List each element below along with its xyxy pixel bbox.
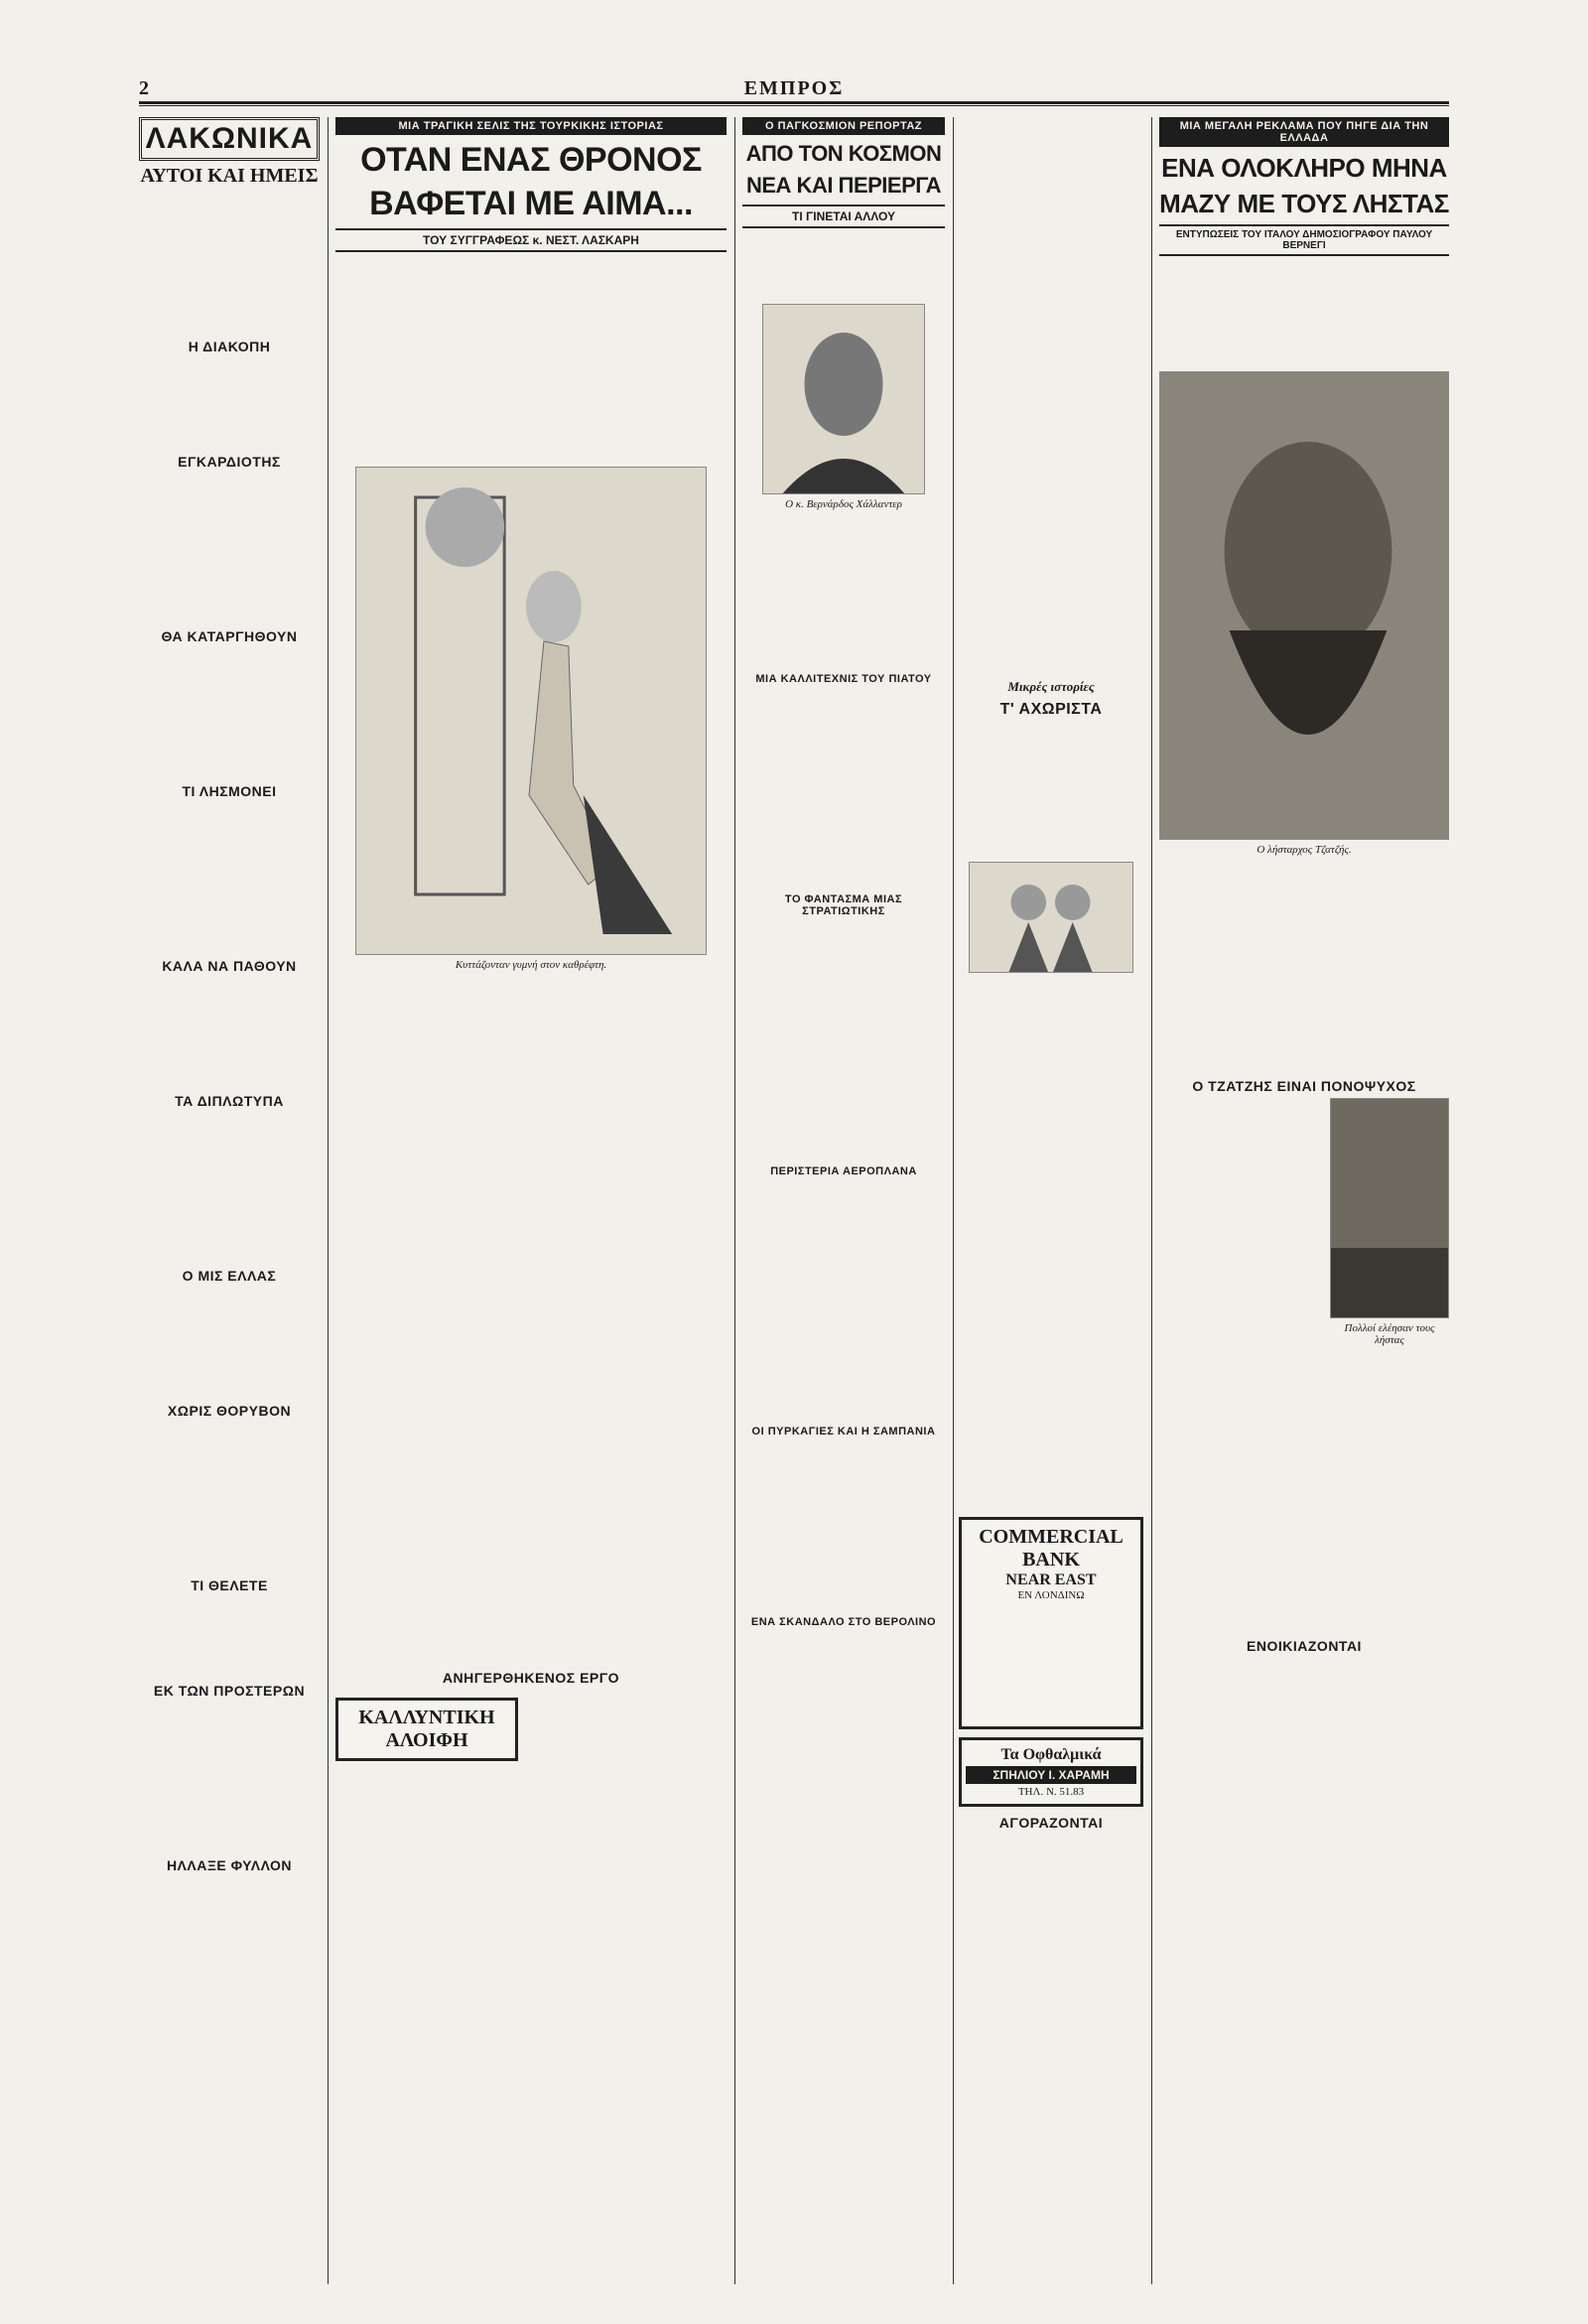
body-text <box>139 194 320 207</box>
illustration-drawing <box>356 468 706 954</box>
text-block <box>139 1703 320 1851</box>
section-heading: ΜΙΑ ΚΑΛΛΙΤΕΧΝΙΣ ΤΟΥ ΠΙΑΤΟΥ <box>755 673 932 685</box>
story-byline: ΤΟΥ ΣΥΓΓΡΑΦΕΩΣ κ. ΝΕΣΤ. ΛΑΣΚΑΡΗ <box>335 228 727 252</box>
bandit-portrait <box>1159 371 1449 840</box>
bank-ad <box>959 1517 1143 1729</box>
column-world-news <box>742 117 945 2284</box>
text-block <box>1159 1098 1322 1336</box>
ad-text <box>966 1601 1136 1720</box>
section-heading: ΑΝΗΓΕΡΘΗΚΕΝΟΣ ΕΡΓΟ <box>442 1670 620 1686</box>
section-heading: ΗΛΛΑΞΕ ΦΥΛΛΟΝ <box>166 1857 293 1873</box>
doctor-name: ΣΠΗΛΙΟΥ Ι. ΧΑΡΑΜΗ <box>966 1766 1136 1784</box>
story-headline-line2: ΒΑΦΕΤΑΙ ΜΕ ΑΙΜΑ... <box>369 185 693 222</box>
column-throne-story <box>335 117 727 2284</box>
story-headline-line2: ΝΕΑ ΚΑΙ ΠΕΡΙΕΡΓΑ <box>746 173 941 198</box>
column-divider <box>328 117 329 2284</box>
ointment-ad <box>335 1698 518 1761</box>
column-divider <box>734 117 735 2284</box>
paper-name: ΕΜΠΡΟΣ <box>743 77 845 99</box>
section-subtitle: ΑΥΤΟΙ ΚΑΙ ΗΜΕΙΣ <box>140 165 319 187</box>
eye-clinic-ad <box>959 1737 1143 1807</box>
portrait-caption: Ο λήσταρχος Τζατζής. <box>1257 844 1352 856</box>
text-block <box>139 1423 320 1572</box>
text-block <box>742 518 945 667</box>
story-headline-line1: ΟΤΑΝ ΕΝΑΣ ΘΡΟΝΟΣ <box>360 141 702 179</box>
text-block <box>139 1113 320 1262</box>
text-block <box>959 973 1143 1509</box>
ad-heading: Τα Οφθαλμικά <box>1000 1746 1102 1763</box>
section-heading: ΤΑ ΔΙΠΛΩΤΥΠΑ <box>175 1093 284 1109</box>
illustration-caption: Κυττάζονταν γυμνή στον καθρέφτη. <box>455 959 607 971</box>
portrait-drawing <box>1160 372 1448 839</box>
bank-region: NEAR EAST <box>1005 1572 1097 1588</box>
text-block <box>335 979 727 1664</box>
column-stories-ads <box>959 117 1143 2284</box>
section-heading: Η ΔΙΑΚΟΠΗ <box>188 339 271 354</box>
text-block <box>139 213 320 333</box>
section-heading: ΠΕΡΙΣΤΕΡΙΑ ΑΕΡΟΠΛΑΝΑ <box>770 1165 917 1177</box>
story-title: Τ' ΑΧΩΡΙΣΤΑ <box>999 701 1103 718</box>
text-block <box>1159 1354 1449 1632</box>
column-bandits-story <box>1159 117 1449 2284</box>
section-heading: ΘΑ ΚΑΤΑΡΓΗΘΟΥΝ <box>161 628 298 644</box>
section-heading: ΕΚ ΤΩΝ ΠΡΟΣΤΕΡΩΝ <box>153 1683 306 1699</box>
story-byline: ΤΙ ΓΙΝΕΤΑΙ ΑΛΛΟΥ <box>742 205 945 228</box>
column-lakonika <box>139 117 320 2284</box>
ad-title: ΚΑΛΛΥΝΤΙΚΗ ΑΛΟΙΦΗ <box>358 1707 495 1751</box>
story-headline-line2: ΜΑΖΥ ΜΕ ΤΟΥΣ ΛΗΣΤΑΣ <box>1159 189 1449 218</box>
phone-number: ΤΗΛ. Ν. 51.83 <box>1017 1786 1085 1798</box>
illustration-woman-mirror <box>355 467 707 955</box>
portrait-caption: Ο κ. Βερνάρδος Χάλλαντερ <box>785 498 902 510</box>
section-heading: ΤΟ ΦΑΝΤΑΣΜΑ ΜΙΑΣ ΣΤΡΑΤΙΩΤΙΚΗΣ <box>784 893 903 917</box>
bank-name: COMMERCIAL BANK <box>979 1526 1124 1571</box>
text-block <box>139 648 320 777</box>
section-heading: Ο ΜΙΣ ΕΛΛΑΣ <box>182 1268 277 1284</box>
column-divider <box>953 117 954 2284</box>
text-block <box>139 1597 320 1677</box>
children-illustration <box>969 862 1133 973</box>
classified-heading: ΑΓΟΡΑΖΟΝΤΑΙ <box>998 1815 1104 1831</box>
section-title: ΛΑΚΩΝΙΚΑ <box>139 117 320 161</box>
column-divider <box>1151 117 1152 2284</box>
photo-caption: Πολλοί ελέησαν τους λήστας <box>1344 1322 1435 1346</box>
text-block <box>959 117 1143 673</box>
text-block <box>139 474 320 622</box>
text-block <box>742 1441 945 1610</box>
story-kicker: ΜΙΑ ΤΡΑΓΙΚΗ ΣΕΛΙΣ ΤΗΣ ΤΟΥΡΚΙΚΗΣ ΙΣΤΟΡΙΑΣ <box>335 117 727 135</box>
portrait-drawing <box>763 305 924 493</box>
photo-row <box>1159 1098 1449 1354</box>
text-block <box>959 723 1143 862</box>
text-block <box>139 978 320 1087</box>
children-drawing <box>970 863 1132 972</box>
section-heading: ΕΓΚΑΡΔΙΟΤΗΣ <box>178 454 281 470</box>
crowd-photo <box>1330 1098 1449 1318</box>
text-block <box>742 689 945 888</box>
section-heading: ΤΙ ΛΗΣΜΟΝΕΙ <box>182 783 277 799</box>
text-block <box>139 358 320 448</box>
section-heading: ΟΙ ΠΥΡΚΑΓΙΕΣ ΚΑΙ Η ΣΑΜΠΑΝΙΑ <box>751 1426 936 1437</box>
story-headline-line1: ΑΠΟ ΤΟΝ ΚΟΣΜΟΝ <box>745 141 942 166</box>
page-number: 2 <box>139 77 149 99</box>
classified-heading: ΕΝΟΙΚΙΑΖΟΝΤΑΙ <box>1247 1638 1362 1654</box>
story-kicker: Ο ΠΑΓΚΟΣΜΙΟΝ ΡΕΠΟΡΤΑΖ <box>742 117 945 135</box>
text-block <box>742 921 945 1160</box>
story-headline-line1: ΕΝΑ ΟΛΟΚΛΗΡΟ ΜΗΝΑ <box>1161 153 1447 183</box>
text-block <box>742 234 945 304</box>
masthead-rule <box>139 105 1449 106</box>
story-kicker: ΜΙΑ ΜΕΓΑΛΗ ΡΕΚΛΑΜΑ ΠΟΥ ΠΗΓΕ ΔΙΑ ΤΗΝ ΕΛΛΑΔΑ <box>1159 117 1449 147</box>
text-block <box>526 1690 727 1769</box>
section-heading: Ο ΤΖΑΤΖΗΣ ΕΙΝΑΙ ΠΟΝΟΨΥΧΟΣ <box>1192 1078 1416 1094</box>
masthead <box>139 77 1449 104</box>
crowd-drawing <box>1331 1099 1448 1317</box>
bank-city: ΕΝ ΛΟΝΔΙΝΩ <box>1017 1589 1085 1601</box>
crowd-photo-wrap <box>1330 1098 1449 1354</box>
section-heading: Μικρές ιστορίες <box>1007 679 1095 694</box>
bottom-row <box>335 1690 727 1769</box>
text-block <box>139 803 320 952</box>
story-byline: ΕΝΤΥΠΩΣΕΙΣ ΤΟΥ ΙΤΑΛΟΥ ΔΗΜΟΣΙΟΓΡΑΦΟΥ ΠΑΥΛΟΥ ΒΕΡΝΕΓΙ <box>1159 224 1449 256</box>
section-heading: ΚΑΛΑ ΝΑ ΠΑΘΟΥΝ <box>162 958 297 974</box>
text-block <box>1159 864 1449 1072</box>
section-heading: ΤΙ ΘΕΛΕΤΕ <box>191 1577 268 1593</box>
section-heading: ΧΩΡΙΣ ΘΟΡΥΒΟΝ <box>167 1403 292 1419</box>
section-heading: ΕΝΑ ΣΚΑΝΔΑΛΟ ΣΤΟ ΒΕΡΟΛΙΝΟ <box>750 1616 937 1628</box>
text-block <box>1159 262 1449 371</box>
portrait-photo <box>762 304 925 494</box>
text-block <box>742 1181 945 1420</box>
text-block <box>139 1288 320 1397</box>
text-block <box>335 258 727 467</box>
